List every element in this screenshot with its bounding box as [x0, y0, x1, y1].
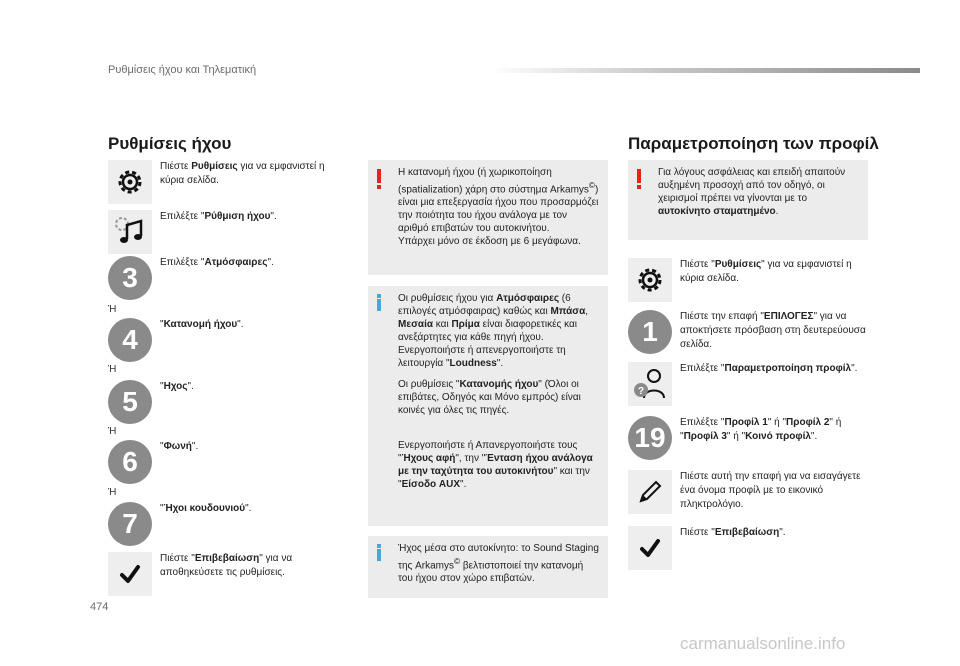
pencil-icon [636, 478, 664, 506]
svg-text:?: ? [637, 386, 645, 397]
profile-tile [628, 362, 672, 406]
left-step-8: Πιέστε "Επιβεβαίωση" για να αποθηκεύσετε τις ρυθμίσεις. [160, 553, 293, 578]
page-number: 474 [90, 601, 109, 613]
left-step-7: "Ήχοι κουδουνιού". [160, 503, 252, 514]
left-step-3: Επιλέξτε "Ατμόσφαιρες". [160, 257, 274, 268]
warning-box-safety: Για λόγους ασφάλειας και επειδή απαιτούν αυξημένη προσοχή από τον οδηγό, οι χειρισμοί πρέπει να γίνονται με το αυτοκίνητο σταματημένο. [628, 160, 868, 240]
left-step-6: "Φωνή". [160, 441, 199, 452]
left-step-4: "Κατανομή ήχου". [160, 319, 244, 330]
badge-3: 3 [108, 256, 152, 300]
badge-4: 4 [108, 318, 152, 362]
warning-icon [637, 169, 641, 183]
music-tile [108, 210, 152, 254]
info-box-sound-staging: Ήχος μέσα στο αυτοκίνητο: το Sound Staging της Arkamys© βελτιστοποιεί την κατανομή του ήχου στον χώρο επιβατών. [368, 536, 608, 598]
right-step-1: Πιέστε "Ρυθμίσεις" για να εμφανιστεί η κύρια σελίδα. [680, 259, 852, 284]
left-step-5: "Ηχος". [160, 381, 194, 392]
music-note-icon [113, 215, 147, 249]
or-label-3: Ή [108, 426, 117, 437]
warning-box-spatialization: Η κατανομή ήχου (ή χωρικοποίηση (spatialization) χάρη στο σύστημα Arkamys©) είναι μια επεξεργασία ήχου που προσαρμόζει την ποιότητα του ήχου ανάλογα με τον αριθμό επιβατών του αυτοκινήτου. Υπάρχει μόνο σε έκδοση με 6 μεγάφωνα. [368, 160, 608, 275]
or-label-1: Ή [108, 304, 117, 315]
checkmark-icon [119, 563, 141, 585]
confirm-tile-right [628, 526, 672, 570]
right-step-6: Πιέστε "Επιβεβαίωση". [680, 527, 786, 538]
checkmark-icon [639, 537, 661, 559]
header-rule [490, 68, 920, 73]
or-label-2: Ή [108, 364, 117, 375]
left-title: Ρυθμίσεις ήχου [108, 134, 232, 153]
right-step-3: Επιλέξτε "Παραμετροποίηση προφίλ". [680, 363, 858, 374]
badge-6: 6 [108, 440, 152, 484]
gear-icon [116, 168, 144, 196]
pencil-tile [628, 470, 672, 514]
profile-question-icon [632, 366, 668, 402]
or-label-4: Ή [108, 487, 117, 498]
gear-tile-right [628, 258, 672, 302]
watermark: carmanualsonline.info [680, 634, 846, 653]
right-step-2: Πιέστε την επαφή "ΕΠΙΛΟΓΕΣ" για να αποκτήσετε πρόσβαση στη δευτερεύουσα σελίδα. [680, 311, 866, 350]
badge-5: 5 [108, 380, 152, 424]
warning-icon [377, 169, 381, 183]
right-step-5: Πιέστε αυτή την επαφή για να εισαγάγετε ένα όνομα προφίλ με το εικονικό πληκτρολόγιο. [680, 471, 861, 510]
right-step-4: Επιλέξτε "Προφίλ 1" ή "Προφίλ 2" ή "Προφίλ 3" ή "Κοινό προφίλ". [680, 417, 842, 442]
left-step-2: Επιλέξτε "Ρύθμιση ήχου". [160, 211, 277, 222]
info-icon [377, 549, 381, 561]
info-icon [377, 299, 381, 311]
left-step-1: Πιέστε Ρυθμίσεις για να εμφανιστεί η κύρια σελίδα. [160, 161, 325, 186]
badge-1: 1 [628, 310, 672, 354]
section-header: Ρυθμίσεις ήχου και Τηλεματική [108, 64, 257, 76]
confirm-tile [108, 552, 152, 596]
gear-icon [636, 266, 664, 294]
right-title: Παραμετροποίηση των προφίλ [628, 134, 879, 153]
badge-19: 19 [628, 416, 672, 460]
info-box-ambiences: Οι ρυθμίσεις ήχου για Ατμόσφαιρες (6 επιλογές ατμόσφαιρας) καθώς και Μπάσα, Μεσαία και Πρίμα είναι διαφορετικές και ανεξάρτητες για κάθε πηγή ήχου. Ενεργοποιήστε ή απενεργοποιήστε τη λειτουργία "Loudness". Οι ρυθμίσεις "Κατανομής ήχου" (Όλοι οι επιβάτες, Οδηγός και Μόνο εμπρός) είναι κοινές για όλες τις πηγές. Ενεργοποιήστε ή Απανεργοποιήστε τους "Ήχους αφή", την "Ένταση ήχου ανάλογα με την ταχύτητα του αυτοκινήτου" και την "Είσοδο AUX". [368, 286, 608, 526]
gear-tile [108, 160, 152, 204]
badge-7: 7 [108, 502, 152, 546]
